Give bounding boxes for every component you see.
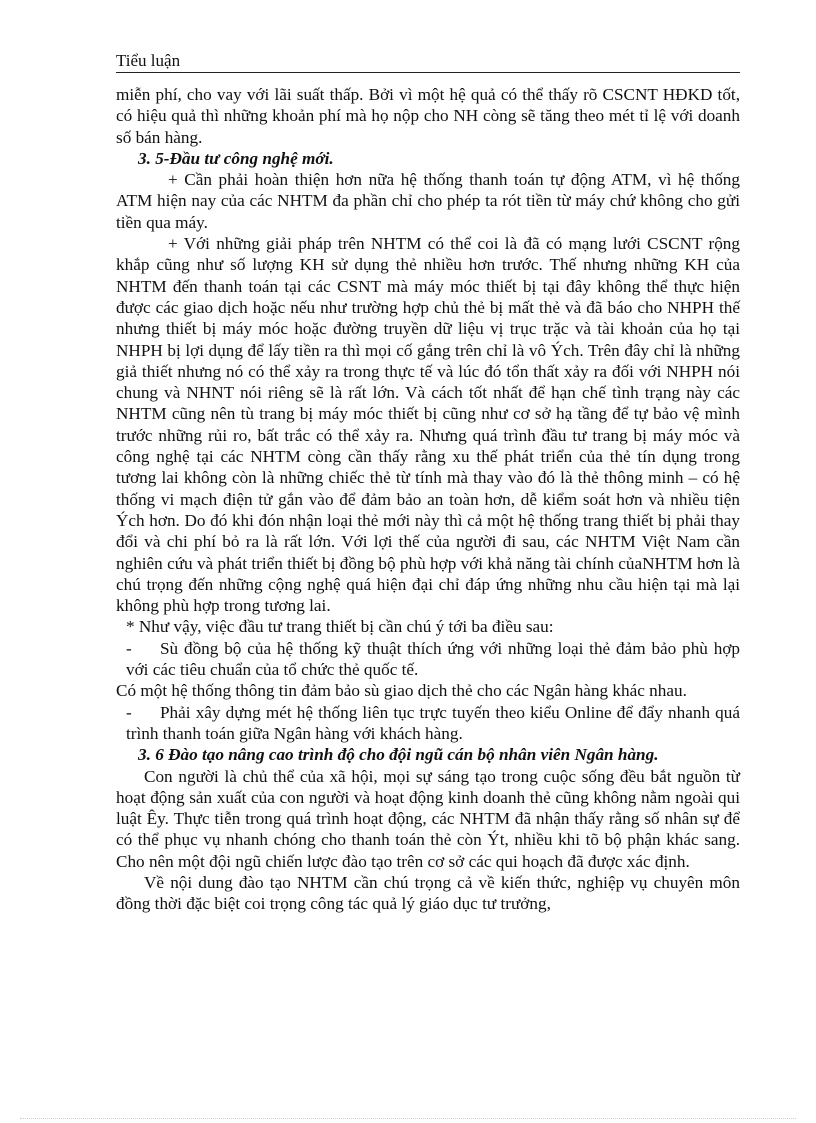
page-header [116,48,740,73]
header-title: Tiểu luận [116,51,181,70]
page-bottom-divider [20,1118,796,1119]
list-item-text: Sù đồng bộ của hệ thống kỹ thuật thích ứng với những loại thẻ đảm bảo phù hợp với các tiêu chuẩn của tổ chức thẻ quốc tế. [126,638,740,680]
paragraph-intro: miễn phí, cho vay với lãi suất thấp. Bởi vì một hệ quả có thể thấy rõ CSCNT HĐKD tốt, có hiệu quả thì những khoản phí mà họ nộp cho NH còng sẽ tăng theo mét tỉ lệ với doanh số bán hàng. [116,85,740,147]
document-body [116,84,740,915]
paragraph-training: Về nội dung đào tạo NHTM cần chú trọng cả về kiến thức, nghiệp vụ chuyên môn đồng thời đặc biệt coi trọng công tác quả lý giáo dục tư trưởng, [116,872,740,914]
list-item [116,638,740,681]
paragraph-info-system: Có một hệ thống thông tin đảm bảo sù giao dịch thẻ cho các Ngân hàng khác nhau. [116,681,687,701]
bullet-dash: - [126,638,132,658]
paragraph-summary: * Như vậy, việc đầu tư trang thiết bị cần chú ý tới ba điều sau: [126,617,554,637]
paragraph-atm: + Cần phải hoàn thiện hơn nữa hệ thống thanh toán tự động ATM, vì hệ thống ATM hiện nay của các NHTM đa phần chỉ cho phép ta rót tiền từ máy chứ không cho gửi tiền qua máy. [116,170,740,232]
paragraph-solutions: + Với những giải pháp trên NHTM có thể coi là đã có mạng lưới CSCNT rộng khắp cũng như số lượng KH sử dụng thẻ nhiều hơn trước. Thế nhưng những KH của NHTM đến thanh toán tại các CSNT mà máy móc thiết bị tại đây không thể thực hiện được các giao dịch hoặc nếu như trường hợp chủ thẻ bị mất thẻ và đã báo cho NHPH thế nhưng thiết bị máy móc hoặc đường truyền dữ liệu vị trục trặc và tài khoản của họ tại NHPH bị lợi dụng để lấy tiền ra thì mọi cố gắng trên chỉ là vô Ých. Trên đây chỉ là những giả thiết nhưng nó có thể xảy ra trong thực tế và lúc đó tổn thất xảy ra đối với NHPH nói chung và NHNT nói riêng sẽ là rất lớn. Và cách tốt nhất để hạn chế tình trạng này các NHTM cũng nên tù trang bị máy móc thiết bị cũng như cơ sở hạ tầng để tự bảo vệ mình trước những rủi ro, bất trắc có thể xảy ra. Nhưng quá trình đầu tư trang bị máy móc và công nghệ tại các NHTM còng cần thấy rằng xu thế phát triển của thẻ tín dụng trong tương lai không còn là những chiếc thẻ từ tính mà thay vào đó là thẻ thông minh – có hệ thống vi mạch điện tử gắn vào để đảm bảo an toàn hơn, dễ kiểm soát hơn và nhiều tiện Ých hơn. Do đó khi đón nhận loại thẻ mới này thì cả một hệ thống trang thiết bị phải thay đổi và chi phí bỏ ra là rất lớn. Với lợi thế của người đi sau, các NHTM Việt Nam cần nghiên cứu và phát triển thiết bị đồng bộ phù hợp với khả năng tài chính củaNHTM hơn là chú trọng đến những cộng nghệ quá hiện đại chỉ đáp ứng những nhu cầu hiện tại mà lại không phù hợp trong tương lai. [116,234,740,616]
bullet-dash: - [126,702,132,722]
section-heading-3-6: 3. 6 Đào tạo nâng cao trình độ cho đội ngũ cán bộ nhân viên Ngân hàng. [138,745,659,765]
section-heading-3-5: 3. 5-Đầu tư công nghệ mới. [138,148,334,168]
list-item [116,702,740,745]
list-item-text: Phải xây dựng mét hệ thống liên tục trực tuyến theo kiểu Online để đẩy nhanh quá trình thanh toán giữa Ngân hàng với khách hàng. [126,702,740,743]
paragraph-people: Con người là chủ thể của xã hội, mọi sự sáng tạo trong cuộc sống đều bắt nguồn từ hoạt động sản xuất của con người và hoạt động kinh doanh thẻ cũng không nằm ngoài qui luật Êy. Thực tiễn trong quá trình hoạt động, các NHTM đã nhận thấy rằng số nhân sự để có thể phục vụ nhanh chóng cho thanh toán thẻ còn Ýt, nhiều khi tõ bộ phận khác sang. Cho nên một đội ngũ chiến lược đào tạo trên cơ sở các qui hoạch đã được xác định. [116,766,740,871]
